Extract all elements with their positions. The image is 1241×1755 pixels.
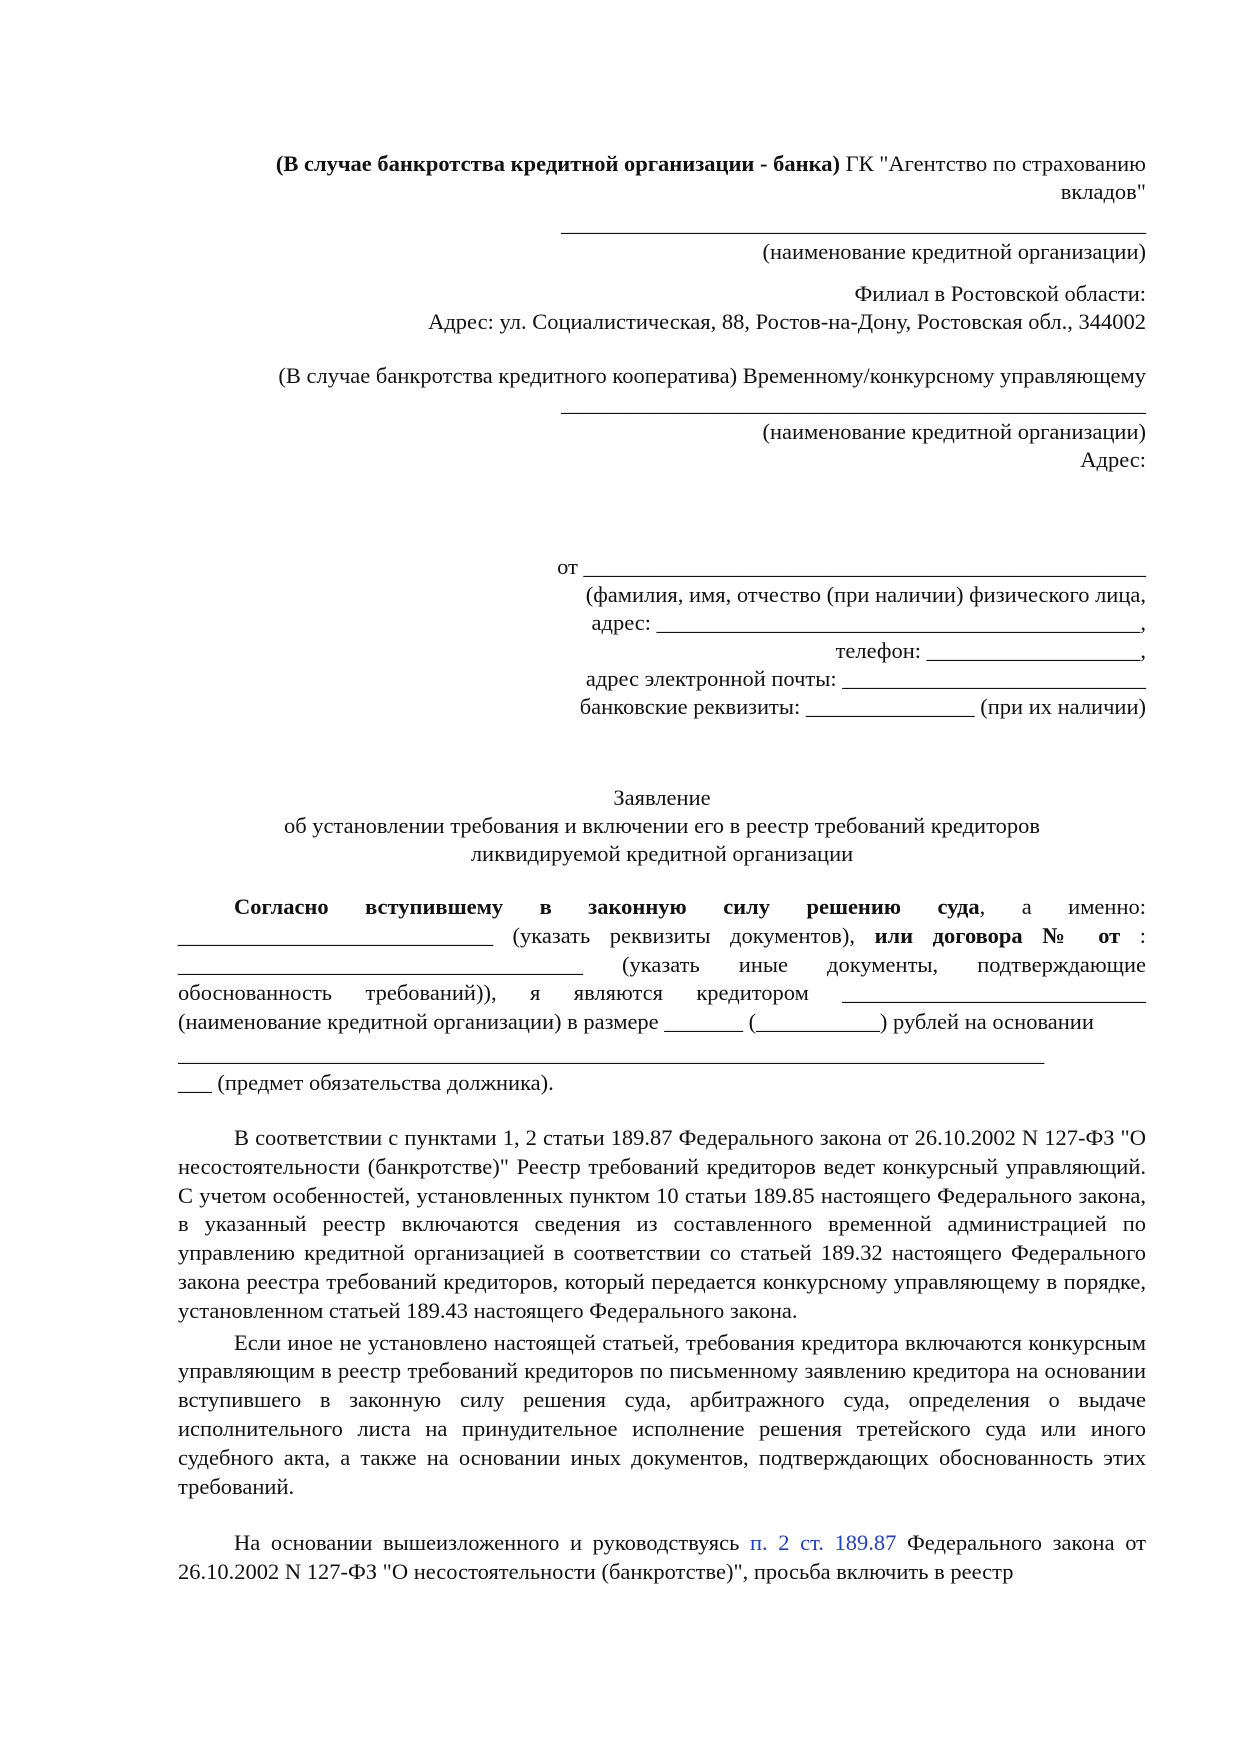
- applicant-address: адрес: ___________________________________________,: [591, 610, 1146, 635]
- coop-line: (В случае банкротства кредитного кооператива) Временному/конкурсному управляющему: [278, 363, 1146, 388]
- agency-rest: ГК "Агентство по страхованию: [839, 151, 1146, 176]
- document-title: [178, 784, 1146, 868]
- org-name-caption-1: (наименование кредитной организации): [762, 239, 1146, 264]
- agency-bold: (В случае банкротства кредитной организации - банка): [275, 151, 840, 176]
- addressee-block: [178, 150, 1146, 474]
- paragraph-law: [178, 1124, 1146, 1587]
- applicant-from: от __________________________________________________: [557, 554, 1146, 579]
- address-label: Адрес:: [1080, 447, 1146, 472]
- title-line-1: Заявление: [613, 785, 711, 810]
- claim-bold-contract: или договора № от: [874, 922, 1121, 948]
- claim-text-b: : ____________________________________ (указать иные документы, подтверждающие обоснованность требований)), я являются кредитором ___________________________ (наименование кредитной организации) в размере _______ (___________) рублей на основании: [178, 922, 1146, 1035]
- request-text-b: Федерального закона от 26.10.2002 N 127-ФЗ "О несостоятельности (банкротстве)", просьба включить в реестр: [178, 1530, 1146, 1585]
- request-text: [178, 1529, 1146, 1587]
- branch-address: Адрес: ул. Социалистическая, 88, Ростов-на-Дону, Ростовская обл., 344002: [428, 309, 1146, 334]
- applicant-email: адрес электронной почты: ___________________________: [585, 666, 1146, 691]
- applicant-bank-details: банковские реквизиты: _______________ (при их наличии): [579, 694, 1146, 719]
- applicant-from-caption: (фамилия, имя, отчество (при наличии) физического лица,: [585, 582, 1146, 607]
- claim-bold-court: Согласно вступившему в законную силу решению суда: [234, 894, 980, 919]
- applicant-phone: телефон: ___________________,: [835, 638, 1146, 663]
- claim-text-a: , а именно: ____________________________ (указать реквизиты документов),: [178, 894, 1146, 948]
- org-name-blank-2: ____________________________________________________: [561, 391, 1146, 416]
- requirements-text: Если иное не установлено настоящей статьей, требования кредитора включаются конкурсным управляющим в реестр требований кредиторов по письменному заявлению кредитора на основании вступившего в законную силу решения суда, арбитражного суда, определения о выдаче исполнительного листа на принудительное исполнение решения третейского суда или иного судебного акта, а также на основании иных документов, подтверждающих обоснованность этих требований.: [178, 1329, 1146, 1499]
- branch-label: Филиал в Ростовской области:: [854, 281, 1146, 306]
- title-line-3: ликвидируемой кредитной организации: [470, 841, 854, 866]
- claim-text: [178, 893, 1146, 1037]
- applicant-block: [178, 553, 1146, 721]
- law-article-link[interactable]: п. 2 ст. 189.87: [749, 1530, 897, 1556]
- org-name-blank-1: ____________________________________________________: [561, 211, 1146, 236]
- title-line-2: об установлении требования и включении его в реестр требований кредиторов: [283, 813, 1040, 838]
- law-text: В соответствии с пунктами 1, 2 статьи 189.87 Федерального закона от 26.10.2002 N 127-ФЗ "О несостоятельности (банкротстве)" Реестр требований кредиторов ведет конкурсный управляющий. С учетом особенностей, установленных пунктом 10 статьи 189.85 настоящего Федерального закона, в указанный реестр включаются сведения из составленного временной администрацией по управлению кредитной организацией в соответствии со статьей 189.32 настоящего Федерального закона реестра требований кредиторов, который передается конкурсному управляющему в порядке, установленном статьей 189.43 настоящего Федерального закона.: [178, 1125, 1146, 1323]
- org-name-caption-2: (наименование кредитной организации): [762, 419, 1146, 444]
- claim-subject-blank: _____________________________________________________________________________: [178, 1040, 1045, 1066]
- agency-line-2: вкладов": [1060, 179, 1146, 204]
- request-text-a: На основании вышеизложенного и руководствуясь: [234, 1530, 750, 1556]
- agency-line: [178, 150, 1146, 178]
- claim-subject-caption: ___ (предмет обязательства должника).: [178, 1069, 554, 1095]
- paragraph-claim: [178, 893, 1146, 1098]
